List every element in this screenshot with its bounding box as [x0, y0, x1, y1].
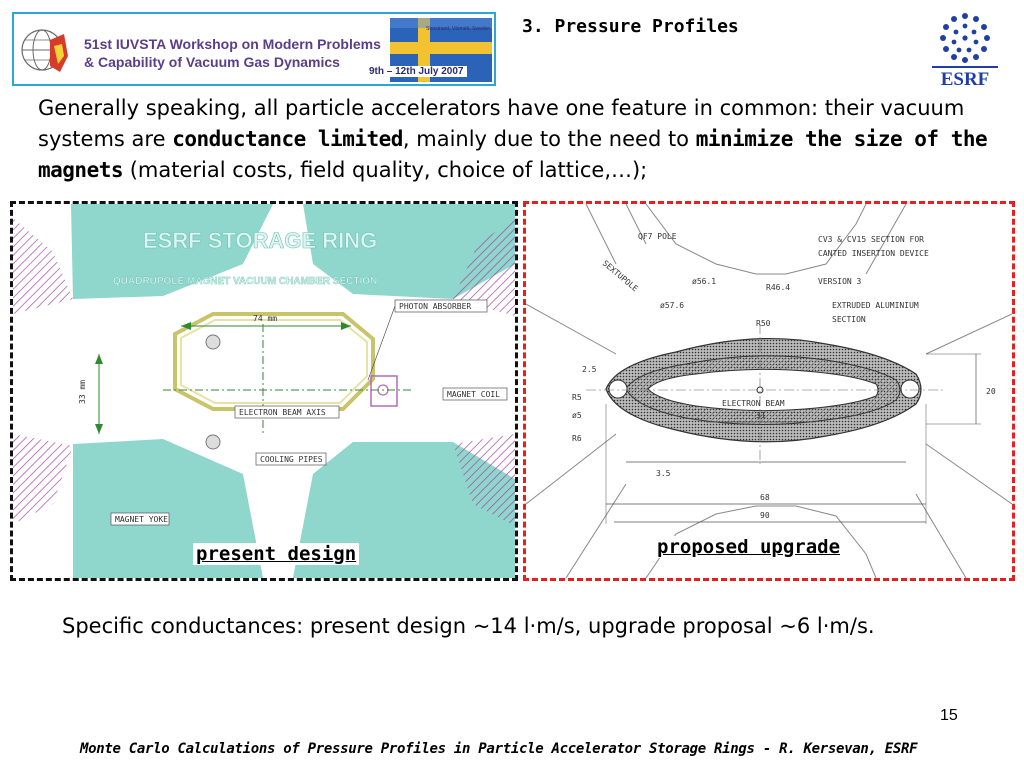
label-qf7-pole: QF7 POLE [638, 232, 677, 241]
esrf-dots-icon [940, 13, 990, 63]
cooling-pipe-top [206, 335, 220, 349]
label-r6: R6 [572, 434, 582, 443]
present-design-caption: present design [193, 543, 359, 565]
label-section-line2: CANTED INSERTION DEVICE [818, 249, 929, 258]
page-number: 15 [940, 707, 958, 724]
proposed-upgrade-caption: proposed upgrade [654, 536, 843, 558]
intro-text-3: (material costs, field quality, choice of lattice,…); [123, 158, 648, 182]
workshop-title-line1: 51st IUVSTA Workshop on Modern Problems [84, 36, 381, 52]
proposed-upgrade-panel [523, 201, 1015, 581]
height-dimension: 33 mm [78, 379, 87, 404]
proposed-upgrade-drawing [526, 204, 1012, 578]
slide-footer: Monte Carlo Calculations of Pressure Profiles in Particle Accelerator Storage Rings - R. Kersevan, ESRF [80, 741, 918, 757]
label-r50: R50 [756, 319, 771, 328]
label-r5: R5 [572, 393, 582, 402]
present-design-panel [10, 201, 518, 581]
label-d56: ø56.1 [692, 277, 717, 286]
conductance-summary: Specific conductances: present design ~14 l·m/s, upgrade proposal ~6 l·m/s. [62, 614, 875, 638]
drawing-title: ESRF STORAGE RING [143, 228, 378, 253]
cooling-pipe-bottom [206, 435, 220, 449]
intro-bold-1: conductance limited [172, 127, 403, 151]
label-extruded-2: SECTION [832, 315, 866, 324]
label-section-line1: CV3 & CV15 SECTION FOR [818, 235, 924, 244]
workshop-title-line2: & Capability of Vacuum Gas Dynamics [84, 54, 340, 70]
label-magnet-yoke: MAGNET YOKE [115, 515, 168, 524]
label-magnet-coil: MAGNET COIL [447, 390, 500, 399]
label-h20: 20 [986, 387, 996, 396]
label-electron-beam-axis: ELECTRON BEAM AXIS [239, 408, 326, 417]
label-cooling-pipes: COOLING PIPES [260, 455, 323, 464]
label-d5: ø5 [572, 411, 582, 420]
width-dimension: 74 mm [253, 314, 278, 323]
drawing-subtitle: QUADRUPOLE MAGNET VACUUM CHAMBER SECTION [113, 276, 378, 287]
workshop-dates: 9th – 12th July 2007 [366, 66, 467, 77]
intro-paragraph [38, 93, 993, 186]
present-design-drawing [13, 204, 515, 578]
label-r46: R46.4 [766, 283, 791, 292]
workshop-venue: Storstrand, Värmdö, Sweden [426, 26, 491, 32]
intro-bold-2: minimize the size of the magnets [38, 127, 988, 182]
workshop-banner [12, 12, 496, 86]
esrf-logo [924, 10, 1006, 88]
label-w90: 90 [760, 511, 770, 520]
globe-logo-icon [20, 22, 74, 78]
label-d35: 3.5 [656, 469, 671, 478]
label-w68: 68 [760, 493, 770, 502]
label-d25: 2.5 [582, 365, 597, 374]
label-sextupole: SEXTUPOLE [600, 258, 640, 294]
label-version: VERSION 3 [818, 277, 862, 286]
intro-text-2: , mainly due to the need to [402, 127, 696, 151]
label-d57: ø57.6 [660, 301, 685, 310]
label-extruded-1: EXTRUDED ALUMINIUM [832, 301, 919, 310]
slide-title: 3. Pressure Profiles [522, 16, 739, 37]
intro-text-1: Generally speaking, all particle accelerators have one feature in common: their vacuum systems are [38, 96, 965, 151]
label-w31: 31 [756, 411, 766, 420]
label-photon-absorber: PHOTON ABSORBER [399, 302, 472, 311]
label-electron-beam: ELECTRON BEAM [722, 399, 785, 408]
esrf-logo-text: ESRF [940, 69, 990, 88]
